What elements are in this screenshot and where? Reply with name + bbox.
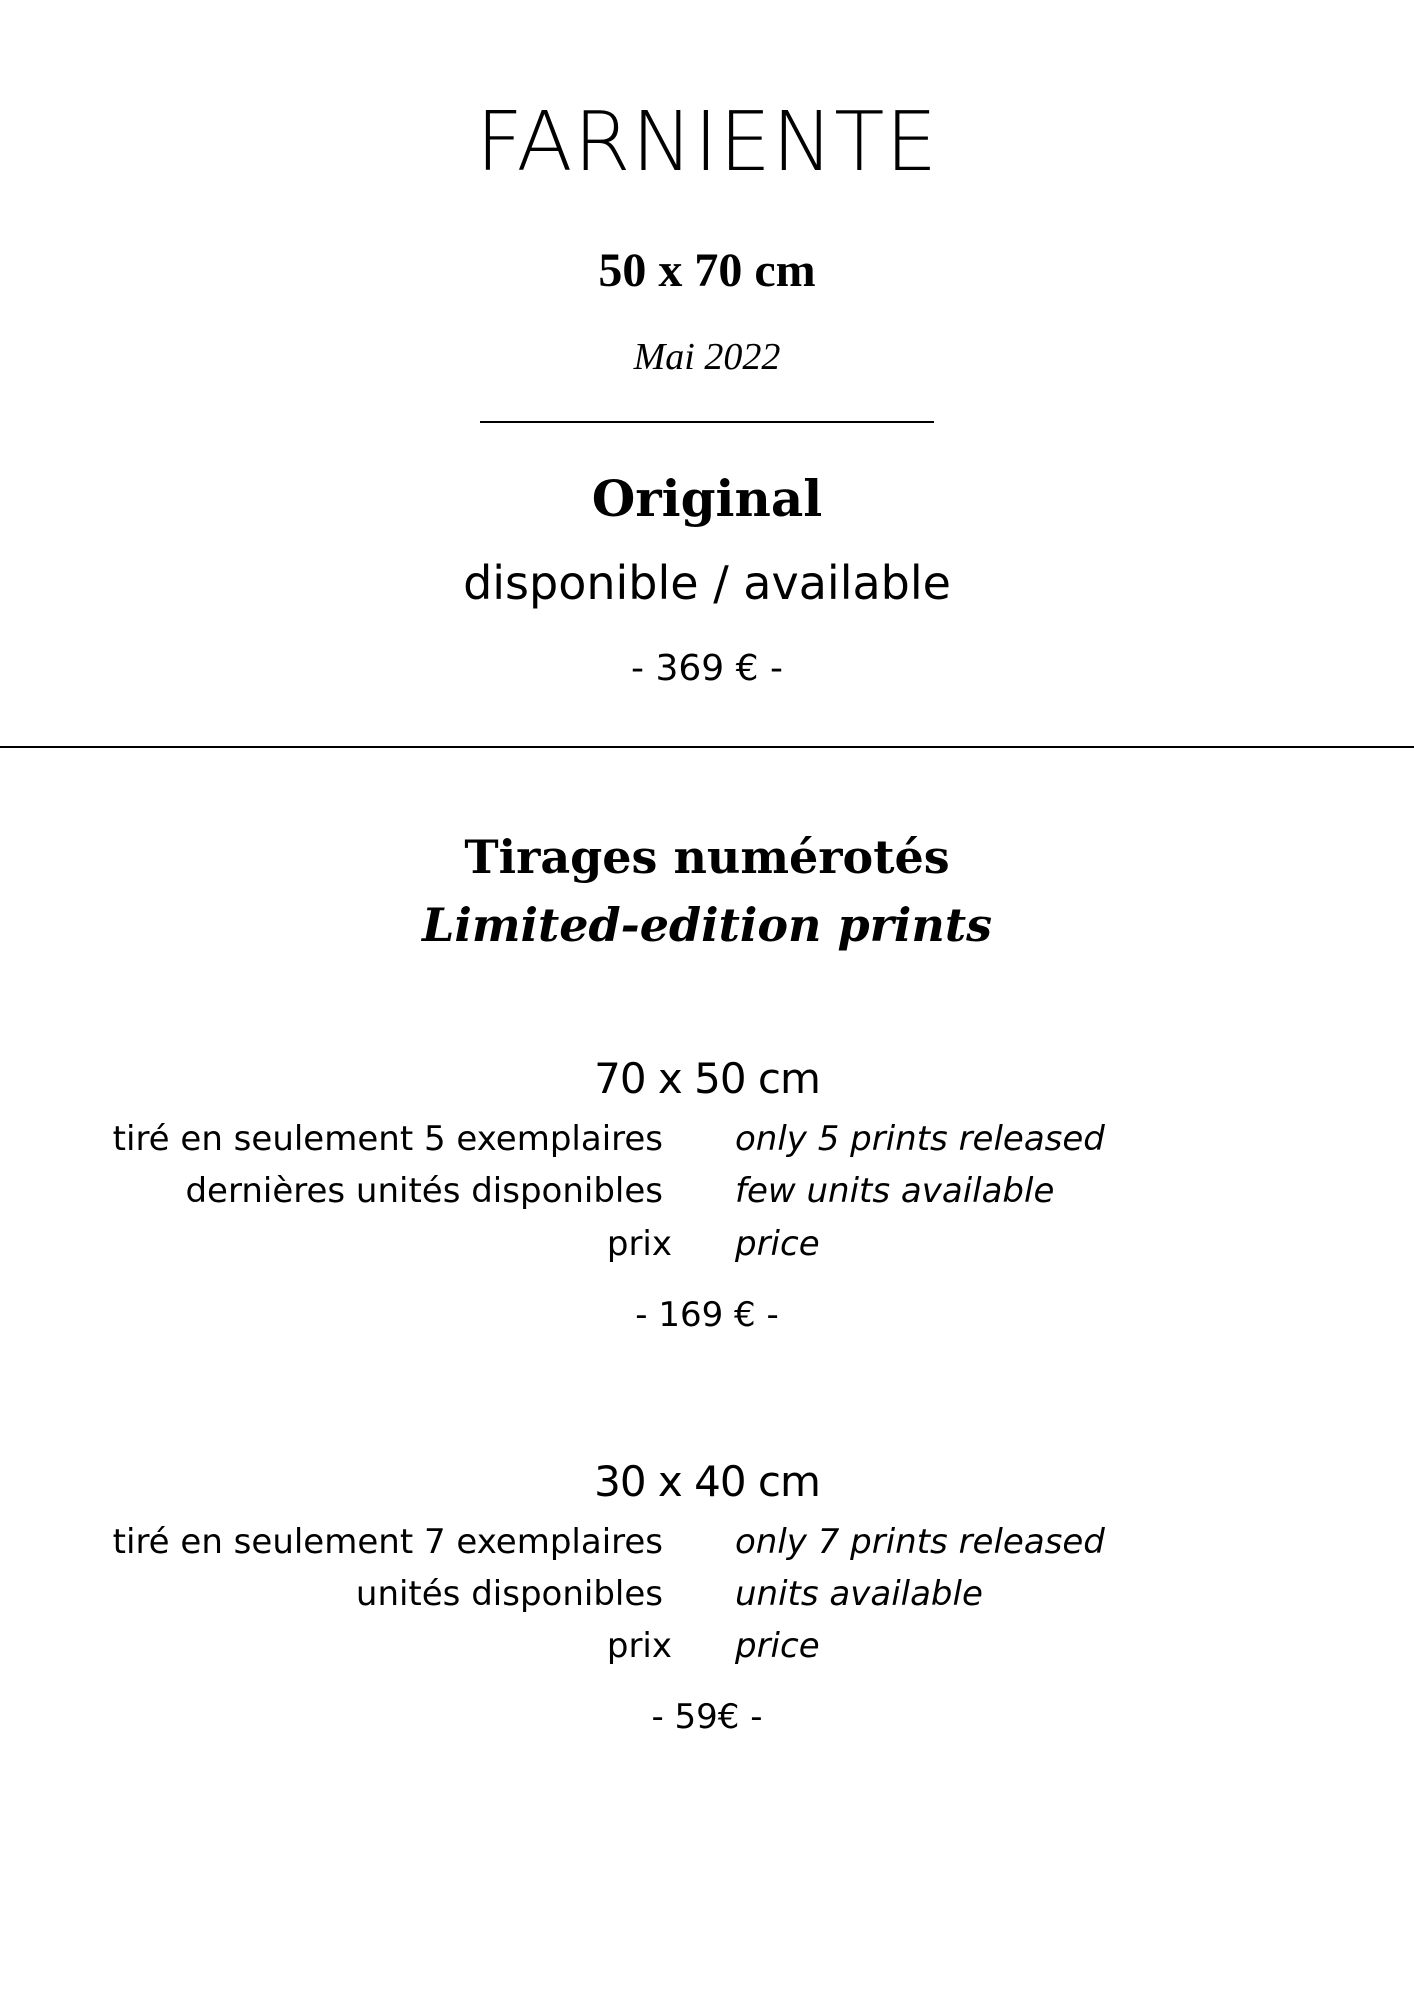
- row-label-fr: prix: [606, 1224, 672, 1264]
- row-label-en: units available: [735, 1574, 983, 1614]
- row-label-fr: unités disponibles: [355, 1574, 663, 1614]
- row-label-en: price: [735, 1224, 820, 1264]
- original-status: disponible / available: [463, 556, 951, 610]
- edition-size: 70 x 50 cm: [594, 1054, 820, 1103]
- artwork-dimensions: 50 x 70 cm: [598, 244, 816, 297]
- edition-size: 30 x 40 cm: [594, 1457, 820, 1506]
- row-label-en: only 5 prints released: [735, 1119, 1105, 1159]
- prints-subheading: Limited-edition prints: [422, 898, 992, 952]
- edition-row: [0, 1224, 1414, 1267]
- edition-row: [0, 1574, 1414, 1617]
- title-divider: [480, 421, 934, 423]
- edition-row: [0, 1171, 1414, 1214]
- edition-price: - 169 € -: [635, 1295, 779, 1335]
- edition-row: [0, 1522, 1414, 1565]
- row-label-fr: tiré en seulement 7 exemplaires: [112, 1522, 663, 1562]
- row-label-fr: tiré en seulement 5 exemplaires: [112, 1119, 663, 1159]
- edition-row: [0, 1119, 1414, 1162]
- row-label-fr: prix: [606, 1626, 672, 1666]
- original-price: - 369 € -: [631, 648, 783, 689]
- prints-heading: Tirages numérotés: [464, 830, 950, 884]
- page-title: FARNIENTE: [475, 95, 939, 190]
- edition-price: - 59€ -: [651, 1697, 763, 1737]
- edition-row: [0, 1626, 1414, 1669]
- row-label-fr: dernières unités disponibles: [185, 1171, 663, 1211]
- artwork-date: Mai 2022: [633, 336, 781, 378]
- row-label-en: few units available: [735, 1171, 1055, 1211]
- row-label-en: only 7 prints released: [735, 1522, 1105, 1562]
- original-heading: Original: [591, 469, 823, 528]
- section-divider: [0, 746, 1414, 748]
- row-label-en: price: [735, 1626, 820, 1666]
